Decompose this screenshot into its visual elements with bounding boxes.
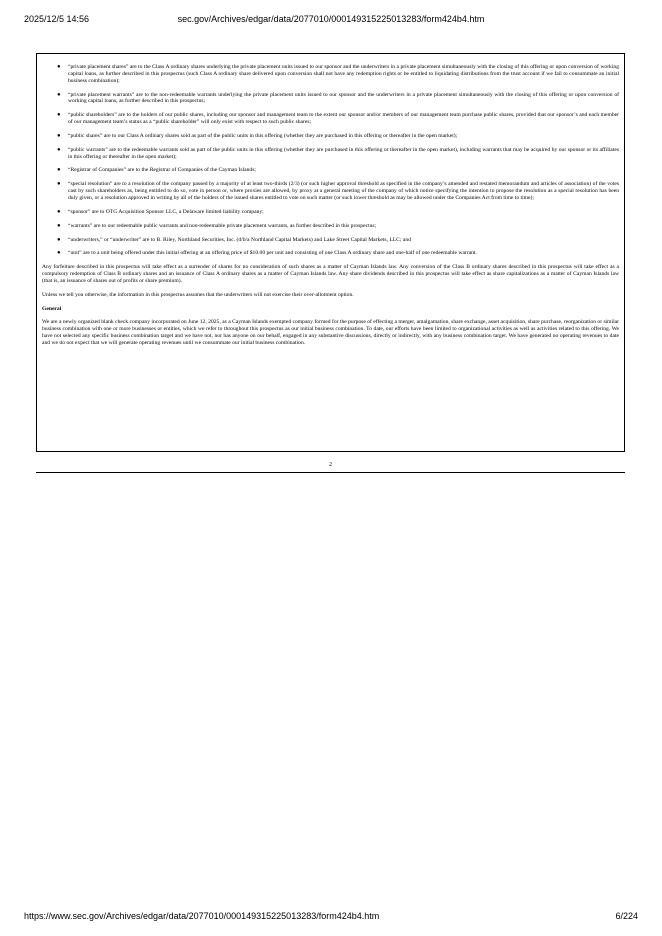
bullet-icon: ● [57, 208, 61, 215]
definition-item [42, 181, 619, 202]
definition-item [42, 147, 619, 161]
bullet-icon: ● [57, 91, 61, 98]
definition-text: “public shares” are to our Class A ordinary shares sold as part of the public units in this offering (whether they are purchased in this offering or thereafter in the open market); [68, 132, 458, 139]
definition-text: “underwriters,” or “underwriter” are to B. Riley, Northland Securities, Inc. (d/b/a Northland Capital Markets) and Lake Street Capital Markets, LLC; and [68, 236, 411, 243]
definition-text: “public warrants” are to the redeemable warrants sold as part of the public units in this offering (whether they are purchased in this offering or thereafter in the open market), including warrants that may be acquired by our sponsor or its affiliates in this offering or thereafter in the open market); [68, 146, 619, 160]
definition-item [42, 223, 619, 230]
forfeiture-paragraph: Any forfeiture described in this prospectus will take effect as a surrender of shares for no consideration of such shares as a matter of Cayman Islands law. Any conversion of the Class B ordinary shares described in this prospectus will take effect as a compulsory redemption of Class B ordinary shares and an issuance of Class A ordinary shares as a matter of Cayman Islands law. Any share dividends described in this prospectus will take effect as share capitalizations as a matter of Cayman Islands law (that is, an issuance of shares out of profits or share premium). [42, 264, 619, 284]
definition-item [42, 64, 619, 85]
definition-text: “public shareholders” are to the holders of our public shares, including our sponsor and management team to the extent our sponsor and/or members of our management team purchase public shares, provided that our sponsor’s and each member of our management team’s status as a “public shareholder” will only exist with respect to such public shares; [68, 112, 619, 126]
bullet-icon: ● [57, 146, 61, 153]
definition-text: “special resolution” are to a resolution of the company passed by a majority of at least two-thirds (2/3) (or such higher approval threshold as specified in the company’s amended and restated memorandum and articles of association) of the votes cast by such shareholders as, being entitled to do so, vote in person or, where proxies are allowed, by proxy at a general meeting of the company of which notice specifying the intention to propose the resolution as a special resolution has been duly given, or a resolution approved in writing by all of the holders of the issued shares entitled to vote on such matter (or such lower threshold as may be allowed under the Companies Act from time to time); [68, 181, 619, 201]
definition-text: “sponsor” are to OTG Acquisition Sponsor LLC, a Delaware limited liability company; [68, 208, 264, 215]
definition-item [42, 237, 619, 244]
definition-text: “Registrar of Companies” are to the Registrar of Companies of the Cayman Islands; [68, 167, 256, 174]
definition-item [42, 209, 619, 216]
print-url: https://www.sec.gov/Archives/edgar/data/2077010/000149315225013283/form424b4.htm [24, 911, 380, 921]
bullet-icon: ● [57, 112, 61, 119]
print-datetime: 2025/12/5 14:56 [24, 14, 90, 24]
print-page-count: 6/224 [615, 911, 638, 921]
bullet-icon: ● [57, 167, 61, 174]
definition-item [42, 133, 619, 140]
assumption-paragraph: Unless we tell you otherwise, the information in this prospectus assumes that the underwriters will not exercise their over-allotment option. [42, 291, 354, 298]
bullet-icon: ● [57, 64, 61, 70]
section-title-general: General [42, 305, 62, 312]
definition-item [42, 250, 619, 257]
definition-item [42, 112, 619, 126]
bullet-icon: ● [57, 132, 61, 139]
definition-text: “private placement shares” are to the Class A ordinary shares underlying the private placement units issued to our sponsor and the underwriters in a private placement simultaneously with the closing of this offering or upon conversion of working capital loans, as further described in this prospectus (such Class A ordinary share delivered upon conversion shall not have any redemption rights or be entitled to liquidating distributions from the trust account if we fail to consummate an initial business combination); [68, 64, 619, 84]
bullet-icon: ● [57, 181, 61, 188]
bullet-icon: ● [57, 236, 61, 243]
print-footer [24, 911, 638, 923]
bullet-icon: ● [57, 250, 61, 257]
definitions-list [42, 64, 619, 257]
definition-text: “private placement warrants” are to the non-redeemable warrants underlying the private placement units issued to our sponsor and the underwriters in a private placement simultaneously with the closing of this offering or upon conversion of working capital loans, as further described in this prospectus; [68, 91, 619, 105]
definition-item [42, 167, 619, 174]
page-divider [36, 472, 625, 473]
document-content [36, 53, 625, 452]
definition-text: “warrants” are to our redeemable public warrants and non-redeemable private placement warrants, as further described in this prospectus; [68, 222, 377, 229]
definition-text: “unit” are to a unit being offered under this initial offering at an offering price of $10.00 per unit and consisting of one Class A ordinary share and one-half of one redeemable warrant. [68, 250, 477, 257]
general-paragraph: We are a newly organized blank check company incorporated on June 12, 2025, as a Cayman Islands exempted company formed for the purpose of effecting a merger, amalgamation, share exchange, asset acquisition, share purchase, reorganization or similar business combination with one or more businesses or entities, which we refer to throughout this prospectus as our initial business combination. To date, our efforts have been limited to organizational activities as well as activities related to this offering. We have not selected any specific business combination target and we have not, nor has anyone on our behalf, engaged in any substantive discussions, directly or indirectly, with any business combination target. We have generated no operating revenues to date and we do not expect that we will generate operating revenues until we consummate our initial business combination. [42, 319, 619, 346]
page-number: 2 [329, 462, 332, 468]
print-header [24, 14, 638, 26]
print-page-title: sec.gov/Archives/edgar/data/2077010/000149315225013283/form424b4.htm [177, 14, 485, 24]
bullet-icon: ● [57, 222, 61, 229]
definition-item [42, 92, 619, 106]
